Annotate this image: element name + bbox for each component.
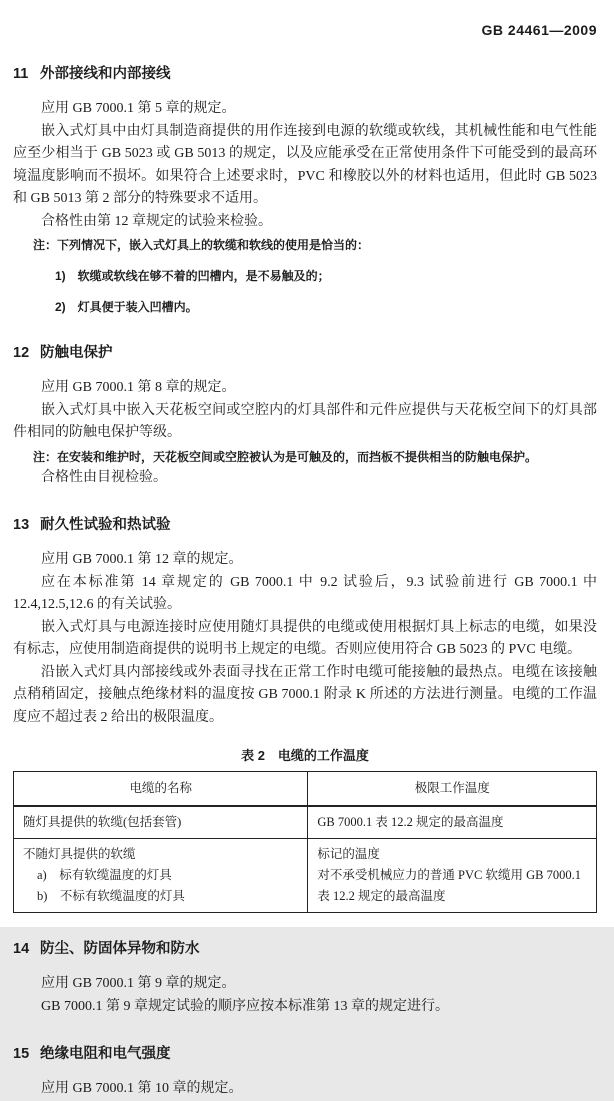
section-13	[13, 513, 597, 729]
section-14-title	[13, 937, 597, 958]
section-11-title	[13, 62, 597, 83]
section-number: 12	[13, 345, 30, 361]
paragraph: 应用 GB 7000.1 第 9 章的规定。	[41, 976, 236, 991]
section-title-text: 绝缘电阻和电气强度	[40, 1046, 171, 1062]
table-row	[14, 839, 597, 913]
section-title-text: 耐久性试验和热试验	[40, 517, 171, 533]
paragraph: 应用 GB 7000.1 第 12 章的规定。	[41, 552, 243, 567]
cell-limit-temp: GB 7000.1 表 12.2 规定的最高温度	[308, 806, 597, 839]
cell-list-item: b) 不标有软缆温度的灯具	[37, 889, 185, 903]
cell-cable-name	[14, 839, 308, 913]
section-number: 14	[13, 941, 30, 957]
section-title-text: 防触电保护	[40, 345, 113, 361]
section-14	[13, 937, 597, 1018]
table-row	[14, 806, 597, 839]
table-header-row	[14, 772, 597, 807]
paragraph: 沿嵌入式灯具内部接线或外表面寻找在正常工作时电缆可能接触的最热点。电缆在该接触点稍稍固定，接触点绝缘材料的温度按 GB 7000.1 附录 K 所述的方法进行测量。电缆的工作温度应不超过表 2 给出的极限温度。	[13, 664, 597, 725]
section-title-text: 防尘、防固体异物和防水	[40, 941, 200, 957]
page-header	[13, 22, 597, 38]
cell-cable-name: 随灯具提供的软缆(包括套管)	[14, 806, 308, 839]
column-header-limit-temp: 极限工作温度	[308, 772, 597, 807]
note: 注：下列情况下，嵌入式灯具上的软缆和软线的使用是恰当的：	[33, 238, 370, 252]
doc-number: GB 24461—2009	[481, 22, 597, 38]
cell-limit-temp	[308, 839, 597, 913]
paragraph: 合格性由第 12 章规定的试验来检验。	[41, 213, 272, 229]
paragraph: 应用 GB 7000.1 第 8 章的规定。	[41, 380, 236, 395]
paragraph: 嵌入式灯具中由灯具制造商提供的用作连接到电源的软缆或软线，其机械性能和电气性能应至少相当于 GB 5023 或 GB 5013 的规定，以及应能承受在正常使用条件下可能受到的最高环境温度影响而不损坏。如果符合上述要求时，PVC 和橡胶以外的材料也适用，但此时 GB 5023 和 GB 5013 第 2 部分的特殊要求不适用。	[13, 123, 597, 206]
section-number: 15	[13, 1046, 30, 1062]
cable-temperature-table	[13, 771, 597, 913]
note: 注：在安装和维护时，天花板空间或空腔被认为是可触及的，而挡板不提供相当的防触电保护。	[33, 449, 538, 464]
cell-line: 标记的温度	[317, 847, 380, 861]
paragraph: 应在本标准第 14 章规定的 GB 7000.1 中 9.2 试验后，9.3 试验前进行 GB 7000.1 中 12.4,12.5,12.6 的有关试验。	[13, 574, 597, 612]
section-15	[13, 1042, 597, 1101]
paragraph: 嵌入式灯具中嵌入天花板空间或空腔内的灯具部件和元件应提供与天花板空间下的灯具部件相同的防触电保护等级。	[13, 402, 597, 440]
section-13-title	[13, 513, 597, 534]
cell-line: 对不承受机械应力的普通 PVC 软缆用 GB 7000.1 表 12.2 规定的最高温度	[317, 868, 581, 903]
section-12	[13, 341, 597, 489]
table-caption: 表 2 电缆的工作温度	[241, 748, 369, 763]
paragraph: 应用 GB 7000.1 第 5 章的规定。	[41, 101, 236, 116]
section-15-title	[13, 1042, 597, 1063]
section-11	[13, 62, 597, 317]
paragraph: 嵌入式灯具与电源连接时应使用随灯具提供的电缆或使用根据灯具上标志的电缆，如果没有标志，应使用制造商提供的说明书上规定的电缆。否则应使用符合 GB 5023 的 PVC 电缆。	[13, 619, 597, 657]
section-number: 13	[13, 517, 30, 533]
section-number: 11	[13, 66, 29, 82]
column-header-cable-name: 电缆的名称	[14, 772, 308, 807]
paragraph: 应用 GB 7000.1 第 10 章的规定。	[41, 1081, 243, 1096]
note-list-item: 1) 软缆或软线在够不着的凹槽内，是不易触及的；	[55, 269, 330, 283]
note-list-item: 2) 灯具便于装入凹槽内。	[55, 300, 198, 314]
cell-list-item: a) 标有软缆温度的灯具	[37, 868, 172, 882]
paragraph: GB 7000.1 第 9 章规定试验的顺序应按本标准第 13 章的规定进行。	[41, 998, 449, 1014]
cell-line: 不随灯具提供的软缆	[23, 847, 136, 861]
paragraph: 合格性由目视检验。	[41, 469, 167, 485]
section-title-text: 外部接线和内部接线	[40, 66, 171, 82]
section-12-title	[13, 341, 597, 362]
